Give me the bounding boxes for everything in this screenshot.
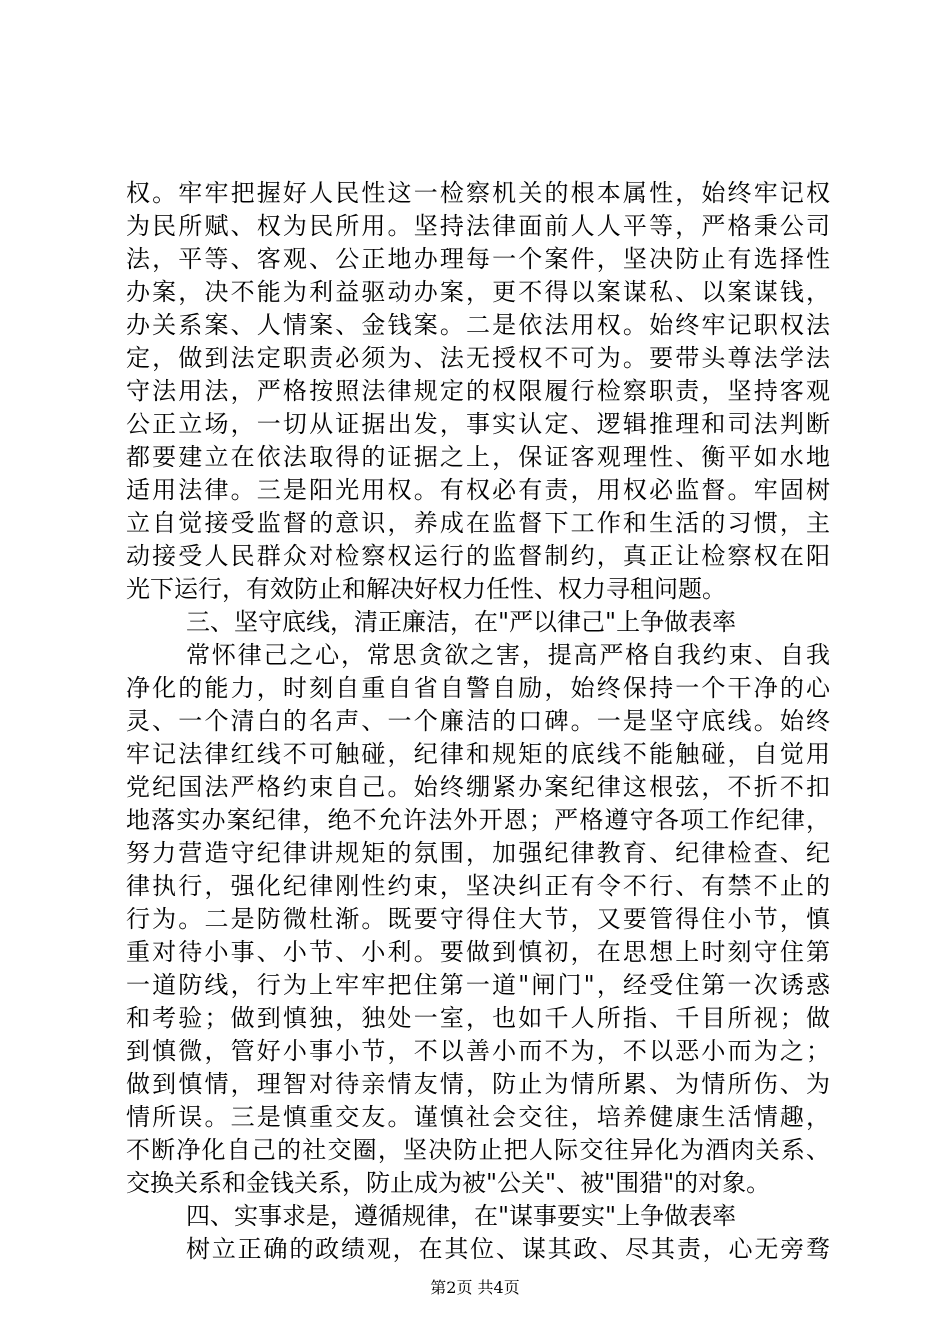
paragraph-line: 为民所赋、权为民所用。坚持法律面前人人平等，严格秉公司: [126, 212, 830, 240]
paragraph-line: 情所误。三是慎重交友。谨慎社会交往，培养健康生活情趣，: [126, 1103, 830, 1131]
document-body: [126, 177, 830, 1266]
paragraph-line: 律执行，强化纪律刚性约束，坚决纠正有令不行、有禁不止的: [126, 872, 830, 900]
paragraph-line: 行为。二是防微杜渐。既要守得住大节，又要管得住小节，慎: [126, 905, 830, 933]
paragraph-line: 法，平等、客观、公正地办理每一个案件，坚决防止有选择性: [126, 245, 830, 273]
paragraph-line: 净化的能力，时刻自重自省自警自励，始终保持一个干净的心: [126, 674, 830, 702]
section-heading: 三、坚守底线，清正廉洁，在"严以律己"上争做表率: [186, 608, 737, 636]
paragraph-line: 都要建立在依法取得的证据之上，保证客观理性、衡平如水地: [126, 443, 830, 471]
paragraph-line: 灵、一个清白的名声、一个廉洁的口碑。一是坚守底线。始终: [126, 707, 830, 735]
paragraph-line: 定，做到法定职责必须为、法无授权不可为。要带头尊法学法: [126, 344, 830, 372]
paragraph-line: 不断净化自己的社交圈，坚决防止把人际交往异化为酒肉关系、: [126, 1136, 830, 1164]
section-heading: 四、实事求是，遵循规律，在"谋事要实"上争做表率: [186, 1202, 737, 1230]
paragraph-line: 地落实办案纪律，绝不允许法外开恩；严格遵守各项工作纪律，: [126, 806, 830, 834]
paragraph-line: 到慎微，管好小事小节，不以善小而不为，不以恶小而为之；: [126, 1037, 830, 1065]
paragraph-line: 努力营造守纪律讲规矩的氛围，加强纪律教育、纪律检查、纪: [126, 839, 830, 867]
paragraph-line: 做到慎情，理智对待亲情友情，防止为情所累、为情所伤、为: [126, 1070, 830, 1098]
paragraph-line: 光下运行，有效防止和解决好权力任性、权力寻租问题。: [126, 575, 726, 603]
paragraph-line: 和考验；做到慎独，独处一室，也如千人所指、千目所视；做: [126, 1004, 830, 1032]
paragraph-line: 交换关系和金钱关系，防止成为被"公关"、被"围猎"的对象。: [126, 1169, 771, 1197]
paragraph-line: 树立正确的政绩观，在其位、谋其政、尽其责，心无旁骛: [186, 1235, 830, 1263]
paragraph-line: 动接受人民群众对检察权运行的监督制约，真正让检察权在阳: [126, 542, 830, 570]
paragraph-line: 办关系案、人情案、金钱案。二是依法用权。始终牢记职权法: [126, 311, 830, 339]
paragraph-line: 重对待小事、小节、小利。要做到慎初，在思想上时刻守住第: [126, 938, 830, 966]
paragraph-line: 一道防线，行为上牢牢把住第一道"闸门"，经受住第一次诱惑: [126, 971, 830, 999]
paragraph-line: 公正立场，一切从证据出发，事实认定、逻辑推理和司法判断: [126, 410, 830, 438]
paragraph-line: 常怀律己之心，常思贪欲之害，提高严格自我约束、自我: [186, 641, 830, 669]
paragraph-line: 权。牢牢把握好人民性这一检察机关的根本属性，始终牢记权: [126, 179, 830, 207]
paragraph-line: 牢记法律红线不可触碰，纪律和规矩的底线不能触碰，自觉用: [126, 740, 830, 768]
paragraph-line: 守法用法，严格按照法律规定的权限履行检察职责，坚持客观: [126, 377, 830, 405]
paragraph-line: 党纪国法严格约束自己。始终绷紧办案纪律这根弦，不折不扣: [126, 773, 830, 801]
paragraph-line: 适用法律。三是阳光用权。有权必有责，用权必监督。牢固树: [126, 476, 830, 504]
paragraph-line: 立自觉接受监督的意识，养成在监督下工作和生活的习惯，主: [126, 509, 830, 537]
paragraph-line: 办案，决不能为利益驱动办案，更不得以案谋私、以案谋钱，: [126, 278, 830, 306]
page-footer: 第2页 共4页: [430, 1278, 520, 1297]
